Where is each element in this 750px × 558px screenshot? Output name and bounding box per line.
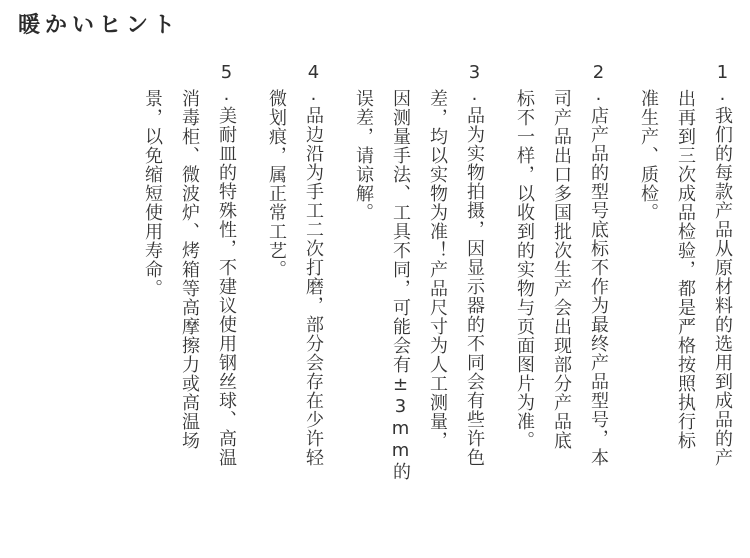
page-title: 暖かいヒント xyxy=(18,12,181,38)
tip-line: 4.品边沿为手工二次打磨，部分会存在少许轻 xyxy=(303,62,324,467)
tip-3 xyxy=(340,62,488,481)
tip-4 xyxy=(253,62,327,467)
tip-1 xyxy=(625,62,736,467)
tip-line: 出再到三次成品检验，都是严格按照执行标 xyxy=(675,89,696,450)
tip-line: 景，以免缩短使用寿命。 xyxy=(142,89,163,298)
tips-list xyxy=(129,62,736,532)
tip-line: 2.店产品的型号底标不作为最终产品型号，本 xyxy=(588,62,609,467)
tip-line: 5.美耐皿的特殊性，不建议使用钢丝球、高温 xyxy=(216,62,237,467)
tip-line: 消毒柜、微波炉、烤箱等高摩擦力或高温场 xyxy=(179,89,200,450)
tip-line: 差，均以实物为准！产品尺寸为人工测量， xyxy=(427,89,448,450)
tip-line: 因测量手法、工具不同，可能会有±3mm的 xyxy=(390,89,411,481)
tip-line: 准生产、质检。 xyxy=(638,89,659,222)
tip-line: 1.我们的每款产品从原材料的选用到成品的产 xyxy=(712,62,733,467)
tip-line: 司产品出口多国批次生产会出现部分产品底 xyxy=(551,89,572,450)
tip-2 xyxy=(501,62,612,467)
tip-line: 误差，请谅解。 xyxy=(353,89,374,222)
tip-line: 微划痕，属正常工艺。 xyxy=(266,89,287,279)
tip-5 xyxy=(129,62,240,467)
tip-line: 3.品为实物拍摄，因显示器的不同会有些许色 xyxy=(464,62,485,467)
tip-line: 标不一样，以收到的实物与页面图片为准。 xyxy=(514,89,535,450)
